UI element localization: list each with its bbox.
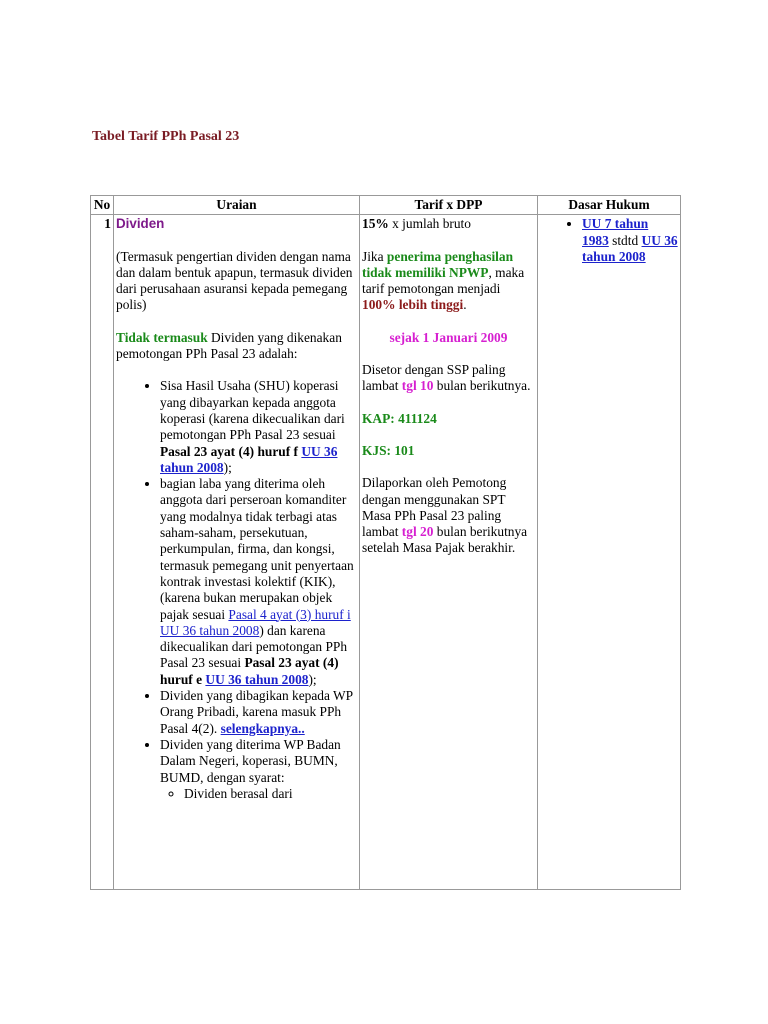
pasal-4-link[interactable]: Pasal 4 ayat (3) huruf i UU 36 tahun 2008 xyxy=(160,606,351,638)
list-item xyxy=(160,737,357,802)
lapor-tgl: tgl xyxy=(401,524,417,540)
lapor-end: bulan berikutnya setelah Masa Pajak berakhir. xyxy=(362,524,528,556)
tarif-table xyxy=(90,195,681,890)
item-mid: ) dan karena dikecualikan dari pemotongan PPh Pasal 23 sesuai xyxy=(160,622,348,671)
setor-day: 10 xyxy=(420,378,434,394)
lapor-note xyxy=(362,475,535,556)
page-title: Tabel Tarif PPh Pasal 23 xyxy=(92,129,240,144)
setor-tgl: tgl xyxy=(401,378,417,394)
kjs-code: KJS: 101 xyxy=(362,442,415,458)
uu-36-link[interactable]: UU 36 tahun 2008 xyxy=(205,671,309,687)
npwp-pre: Jika xyxy=(362,248,387,264)
row-number: 1 xyxy=(91,215,114,890)
list-item xyxy=(160,688,357,737)
npwp-condition: penerima penghasilan tidak memiliki NPWP xyxy=(362,248,514,280)
header-no: No xyxy=(91,196,114,215)
list-item xyxy=(582,216,678,265)
setor-note xyxy=(362,362,535,395)
item-text: Sisa Hasil Usaha (SHU) koperasi yang dibayarkan kepada anggota koperasi (karena dikecualikan dari pemotongan PPh Pasal 23 sesuai xyxy=(160,378,345,443)
lapor-day: 20 xyxy=(420,524,434,540)
npwp-end: . xyxy=(463,297,467,313)
selengkapnya-link[interactable]: selengkapnya.. xyxy=(220,720,305,736)
kap-code: KAP: 411124 xyxy=(362,410,437,426)
item-end: ); xyxy=(223,459,232,475)
npwp-note xyxy=(362,249,535,314)
tarif-cell xyxy=(360,215,538,890)
npwp-mid: , maka tarif pemotongan menjadi xyxy=(362,264,525,297)
stdtd-text: stdtd xyxy=(608,232,642,248)
uu-7-link[interactable]: UU 7 tahun 1983 xyxy=(582,216,649,248)
list-item xyxy=(160,378,357,476)
rate-text: x jumlah bruto xyxy=(388,216,471,232)
sub-list-item: ◦ Dividen berasal dari xyxy=(184,786,357,802)
table-row xyxy=(91,215,681,890)
exclusion-label: Tidak termasuk xyxy=(116,329,208,345)
uraian-intro: (Termasuk pengertian dividen dengan nama dan dalam bentuk apapun, termasuk dividen dari perusahaan asuransi kepada pemegang polis) xyxy=(116,248,353,313)
setor-pre: Disetor dengan SSP paling lambat xyxy=(362,362,506,394)
dasar-hukum-list xyxy=(540,216,678,265)
uraian-heading: Dividen xyxy=(116,216,165,232)
rate-line xyxy=(362,216,535,232)
lapor-pre: Dilaporkan oleh Pemotong dengan menggunakan SPT Masa PPh Pasal 23 paling lambat xyxy=(362,475,507,540)
exclusion-list xyxy=(116,378,357,802)
item-end: ); xyxy=(308,671,317,687)
uu-36-link[interactable]: UU 36 tahun 2008 xyxy=(160,443,338,475)
rate-value: 15% xyxy=(362,216,389,232)
header-tarif: Tarif x DPP xyxy=(360,196,538,215)
sub-list xyxy=(160,786,357,802)
npwp-rate: 100% lebih tinggi xyxy=(362,297,464,313)
item-text: bagian laba yang diterima oleh anggota dari perseroan komanditer yang modalnya tidak terbagi atas saham-saham, persekutuan, perkumpulan, firma, dan kongsi, termasuk pemegang unit penyertaan kontrak investasi kolektif (KIK), (karena bukan merupakan objek pajak sesuai xyxy=(160,476,354,622)
uraian-cell xyxy=(114,215,360,890)
item-text: Dividen yang diterima WP Badan Dalam Negeri, koperasi, BUMN, BUMD, dengan syarat: xyxy=(160,736,341,785)
header-uraian: Uraian xyxy=(114,196,360,215)
uu-36-link[interactable]: UU 36 tahun 2008 xyxy=(582,232,678,264)
header-dasar-hukum: Dasar Hukum xyxy=(538,196,681,215)
exclusion-desc: Dividen yang dikenakan pemotongan PPh Pasal 23 adalah: xyxy=(116,329,342,362)
item-bold: Pasal 23 ayat (4) huruf e xyxy=(160,655,339,687)
list-item xyxy=(160,476,357,688)
setor-end: bulan berikutnya. xyxy=(433,378,531,394)
item-bold: Pasal 23 ayat (4) huruf f xyxy=(160,443,298,459)
item-text: Dividen yang dibagikan kepada WP Orang Pribadi, karena masuk PPh Pasal 4(2). xyxy=(160,688,353,736)
table-header-row xyxy=(91,196,681,215)
uraian-exclusion-text xyxy=(116,330,357,363)
dasar-hukum-cell xyxy=(538,215,681,890)
since-date: sejak 1 Januari 2009 xyxy=(389,329,508,345)
